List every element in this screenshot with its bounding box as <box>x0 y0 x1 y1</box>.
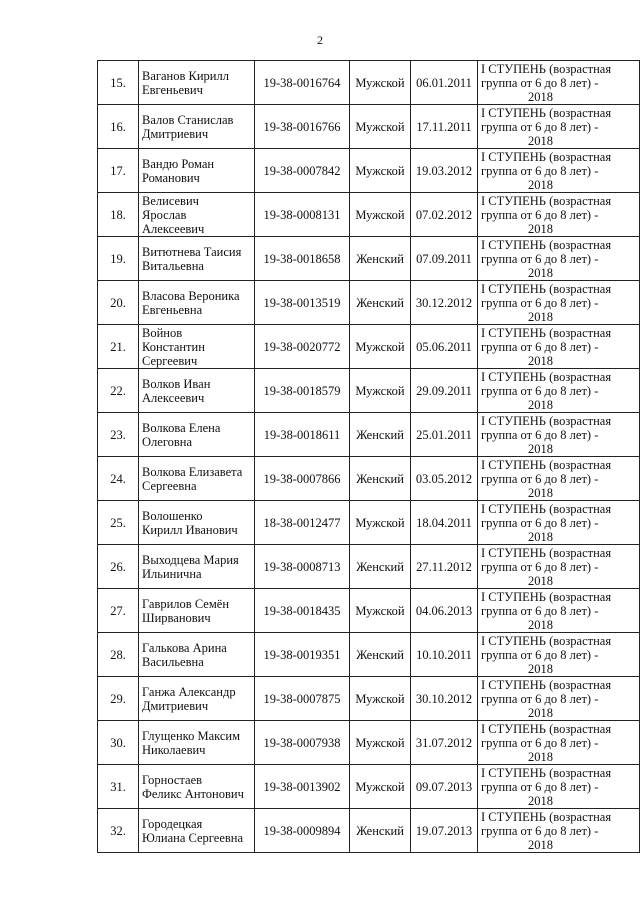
participant-name <box>139 589 255 633</box>
participant-name <box>139 237 255 281</box>
participant-gender: Мужской <box>350 369 411 413</box>
participant-name-line: Юлиана Сергеевна <box>142 830 244 845</box>
level-group-line: I СТУПЕНЬ (возрастная <box>481 589 612 604</box>
table-row <box>98 413 640 457</box>
participant-name-line: Войнов <box>142 325 183 340</box>
participant-name-line: Дмитриевич <box>142 126 209 141</box>
level-group-line: 2018 <box>528 617 553 632</box>
participant-name-line: Ганжа Александр <box>142 684 236 699</box>
row-number: 15. <box>98 61 139 105</box>
row-number: 20. <box>98 281 139 325</box>
level-group-line: группа от 6 до 8 лет) - <box>481 163 599 178</box>
participant-id: 19-38-0019351 <box>255 633 350 677</box>
participant-id: 19-38-0007842 <box>255 149 350 193</box>
birth-date: 05.06.2011 <box>411 325 478 369</box>
page-number: 2 <box>317 33 323 47</box>
level-group-line: группа от 6 до 8 лет) - <box>481 251 599 266</box>
participant-gender: Мужской <box>350 765 411 809</box>
participant-name <box>139 193 255 237</box>
birth-date: 25.01.2011 <box>411 413 478 457</box>
level-group-line: 2018 <box>528 485 553 500</box>
participant-id: 19-38-0013902 <box>255 765 350 809</box>
level-group <box>478 237 640 281</box>
level-group-line: I СТУПЕНЬ (возрастная <box>481 149 612 164</box>
level-group-line: 2018 <box>528 529 553 544</box>
participant-name-line: Гаврилов Семён <box>142 596 230 611</box>
participant-name <box>139 809 255 853</box>
participant-gender: Мужской <box>350 105 411 149</box>
row-number: 25. <box>98 501 139 545</box>
table-row <box>98 193 640 237</box>
participant-name-line: Алексеевич <box>142 390 205 405</box>
level-group-line: 2018 <box>528 309 553 324</box>
participant-name-line: Евгеньевич <box>142 82 203 97</box>
level-group-line: группа от 6 до 8 лет) - <box>481 691 599 706</box>
participant-gender: Женский <box>350 413 411 457</box>
participant-name-line: Вандю Роман <box>142 156 215 171</box>
level-group-line: I СТУПЕНЬ (возрастная <box>481 765 612 780</box>
level-group-line: 2018 <box>528 705 553 720</box>
table-row <box>98 281 640 325</box>
participant-name-line: Волкова Елизавета <box>142 464 243 479</box>
participant-id: 19-38-0016766 <box>255 105 350 149</box>
table-row <box>98 809 640 853</box>
participant-name-line: Романович <box>142 170 200 185</box>
level-group-line: 2018 <box>528 177 553 192</box>
participant-gender: Женский <box>350 237 411 281</box>
birth-date: 29.09.2011 <box>411 369 478 413</box>
birth-date: 04.06.2013 <box>411 589 478 633</box>
participant-name <box>139 765 255 809</box>
participant-name <box>139 677 255 721</box>
level-group-line: I СТУПЕНЬ (возрастная <box>481 325 612 340</box>
level-group-line: 2018 <box>528 265 553 280</box>
birth-date: 19.07.2013 <box>411 809 478 853</box>
participant-name-line: Глущенко Максим <box>142 728 241 743</box>
level-group <box>478 193 640 237</box>
participant-name-line: Волкова Елена <box>142 420 221 435</box>
level-group-line: I СТУПЕНЬ (возрастная <box>481 61 612 76</box>
participant-gender: Мужской <box>350 501 411 545</box>
level-group <box>478 149 640 193</box>
level-group-line: группа от 6 до 8 лет) - <box>481 779 599 794</box>
participant-name-line: Ваганов Кирилл <box>142 68 229 83</box>
birth-date: 18.04.2011 <box>411 501 478 545</box>
level-group-line: группа от 6 до 8 лет) - <box>481 295 599 310</box>
level-group <box>478 765 640 809</box>
level-group-line: I СТУПЕНЬ (возрастная <box>481 633 612 648</box>
table-row <box>98 501 640 545</box>
participant-gender: Мужской <box>350 721 411 765</box>
participant-name <box>139 369 255 413</box>
participant-gender: Мужской <box>350 325 411 369</box>
row-number: 17. <box>98 149 139 193</box>
participant-name-line: Константин <box>142 339 205 354</box>
participant-name <box>139 281 255 325</box>
participant-gender: Женский <box>350 809 411 853</box>
participant-name <box>139 413 255 457</box>
level-group-line: группа от 6 до 8 лет) - <box>481 75 599 90</box>
participant-name-line: Ильинична <box>142 566 202 581</box>
participant-id: 19-38-0007875 <box>255 677 350 721</box>
level-group <box>478 325 640 369</box>
participant-name-line: Выходцева Мария <box>142 552 239 567</box>
participant-gender: Мужской <box>350 677 411 721</box>
level-group <box>478 545 640 589</box>
row-number: 30. <box>98 721 139 765</box>
participant-id: 19-38-0020772 <box>255 325 350 369</box>
table-row <box>98 61 640 105</box>
level-group-line: 2018 <box>528 397 553 412</box>
level-group <box>478 633 640 677</box>
level-group-line: I СТУПЕНЬ (возрастная <box>481 413 612 428</box>
table-row <box>98 149 640 193</box>
row-number: 21. <box>98 325 139 369</box>
level-group-line: I СТУПЕНЬ (возрастная <box>481 809 612 824</box>
birth-date: 07.09.2011 <box>411 237 478 281</box>
level-group-line: группа от 6 до 8 лет) - <box>481 647 599 662</box>
level-group <box>478 809 640 853</box>
participant-name <box>139 325 255 369</box>
participant-name <box>139 545 255 589</box>
participant-id: 19-38-0007938 <box>255 721 350 765</box>
level-group <box>478 413 640 457</box>
level-group <box>478 589 640 633</box>
participant-name-line: Сергеевич <box>142 353 198 368</box>
participant-gender: Женский <box>350 633 411 677</box>
birth-date: 27.11.2012 <box>411 545 478 589</box>
participant-name-line: Волков Иван <box>142 376 211 391</box>
participant-gender: Женский <box>350 281 411 325</box>
level-group-line: группа от 6 до 8 лет) - <box>481 559 599 574</box>
level-group-line: I СТУПЕНЬ (возрастная <box>481 193 612 208</box>
table-row <box>98 633 640 677</box>
participant-gender: Мужской <box>350 193 411 237</box>
row-number: 19. <box>98 237 139 281</box>
participant-name-line: Городецкая <box>142 816 203 831</box>
birth-date: 03.05.2012 <box>411 457 478 501</box>
participant-name-line: Алексеевич <box>142 221 205 236</box>
participant-name-line: Олеговна <box>142 434 193 449</box>
table-row <box>98 457 640 501</box>
participant-name-line: Дмитриевич <box>142 698 209 713</box>
participant-name-line: Кирилл Иванович <box>142 522 238 537</box>
participant-name-line: Евгеньевна <box>142 302 203 317</box>
level-group-line: 2018 <box>528 749 553 764</box>
level-group-line: I СТУПЕНЬ (возрастная <box>481 105 612 120</box>
row-number: 32. <box>98 809 139 853</box>
row-number: 29. <box>98 677 139 721</box>
participants-table <box>97 60 640 853</box>
participant-id: 19-38-0013519 <box>255 281 350 325</box>
participant-id: 19-38-0018658 <box>255 237 350 281</box>
participant-name-line: Ширванович <box>142 610 211 625</box>
level-group-line: группа от 6 до 8 лет) - <box>481 383 599 398</box>
level-group-line: группа от 6 до 8 лет) - <box>481 471 599 486</box>
row-number: 16. <box>98 105 139 149</box>
level-group <box>478 501 640 545</box>
level-group-line: группа от 6 до 8 лет) - <box>481 339 599 354</box>
row-number: 18. <box>98 193 139 237</box>
participant-gender: Мужской <box>350 61 411 105</box>
table-row <box>98 765 640 809</box>
participant-id: 19-38-0008713 <box>255 545 350 589</box>
level-group-line: 2018 <box>528 353 553 368</box>
participant-name-line: Власова Вероника <box>142 288 240 303</box>
participant-name-line: Волошенко <box>142 508 203 523</box>
table-row <box>98 545 640 589</box>
birth-date: 06.01.2011 <box>411 61 478 105</box>
participant-name-line: Сергеевна <box>142 478 197 493</box>
birth-date: 07.02.2012 <box>411 193 478 237</box>
participant-name-line: Галькова Арина <box>142 640 227 655</box>
participants-table-body <box>98 61 640 853</box>
level-group-line: 2018 <box>528 793 553 808</box>
participant-id: 19-38-0018611 <box>255 413 350 457</box>
participant-gender: Женский <box>350 457 411 501</box>
birth-date: 17.11.2011 <box>411 105 478 149</box>
level-group-line: 2018 <box>528 89 553 104</box>
level-group-line: группа от 6 до 8 лет) - <box>481 823 599 838</box>
table-row <box>98 721 640 765</box>
table-row <box>98 369 640 413</box>
level-group-line: I СТУПЕНЬ (возрастная <box>481 369 612 384</box>
level-group-line: 2018 <box>528 133 553 148</box>
level-group-line: 2018 <box>528 661 553 676</box>
level-group <box>478 105 640 149</box>
row-number: 28. <box>98 633 139 677</box>
participant-id: 19-38-0009894 <box>255 809 350 853</box>
level-group <box>478 721 640 765</box>
participant-name-line: Николаевич <box>142 742 206 757</box>
level-group-line: 2018 <box>528 441 553 456</box>
level-group <box>478 677 640 721</box>
level-group-line: I СТУПЕНЬ (возрастная <box>481 721 612 736</box>
level-group-line: группа от 6 до 8 лет) - <box>481 515 599 530</box>
birth-date: 19.03.2012 <box>411 149 478 193</box>
participant-name-line: Валов Станислав <box>142 112 234 127</box>
participant-name <box>139 61 255 105</box>
row-number: 22. <box>98 369 139 413</box>
participant-name <box>139 149 255 193</box>
birth-date: 31.07.2012 <box>411 721 478 765</box>
birth-date: 10.10.2011 <box>411 633 478 677</box>
table-row <box>98 237 640 281</box>
participant-id: 19-38-0008131 <box>255 193 350 237</box>
participant-name-line: Витальевна <box>142 258 204 273</box>
row-number: 31. <box>98 765 139 809</box>
level-group <box>478 457 640 501</box>
participant-name-line: Велисевич <box>142 193 199 208</box>
participant-id: 19-38-0018579 <box>255 369 350 413</box>
level-group-line: I СТУПЕНЬ (возрастная <box>481 457 612 472</box>
level-group-line: I СТУПЕНЬ (возрастная <box>481 677 612 692</box>
participant-id: 18-38-0012477 <box>255 501 350 545</box>
birth-date: 30.12.2012 <box>411 281 478 325</box>
level-group-line: 2018 <box>528 221 553 236</box>
birth-date: 09.07.2013 <box>411 765 478 809</box>
participant-name-line: Феликс Антонович <box>142 786 244 801</box>
level-group-line: группа от 6 до 8 лет) - <box>481 119 599 134</box>
participant-id: 19-38-0016764 <box>255 61 350 105</box>
level-group-line: 2018 <box>528 837 553 852</box>
table-row <box>98 589 640 633</box>
row-number: 23. <box>98 413 139 457</box>
table-row <box>98 105 640 149</box>
level-group-line: I СТУПЕНЬ (возрастная <box>481 545 612 560</box>
participant-name-line: Витютнева Таисия <box>142 244 242 259</box>
level-group-line: группа от 6 до 8 лет) - <box>481 207 599 222</box>
participant-name-line: Ярослав <box>142 207 187 222</box>
level-group-line: 2018 <box>528 573 553 588</box>
participant-id: 19-38-0007866 <box>255 457 350 501</box>
level-group <box>478 61 640 105</box>
level-group <box>478 369 640 413</box>
table-row <box>98 325 640 369</box>
participant-name <box>139 501 255 545</box>
row-number: 26. <box>98 545 139 589</box>
table-row <box>98 677 640 721</box>
level-group-line: I СТУПЕНЬ (возрастная <box>481 281 612 296</box>
level-group-line: I СТУПЕНЬ (возрастная <box>481 237 612 252</box>
row-number: 27. <box>98 589 139 633</box>
participant-name <box>139 105 255 149</box>
participant-gender: Мужской <box>350 149 411 193</box>
participant-gender: Женский <box>350 545 411 589</box>
level-group-line: группа от 6 до 8 лет) - <box>481 427 599 442</box>
level-group-line: I СТУПЕНЬ (возрастная <box>481 501 612 516</box>
participant-name <box>139 721 255 765</box>
participant-name <box>139 457 255 501</box>
participant-name <box>139 633 255 677</box>
participant-name-line: Васильевна <box>142 654 204 669</box>
level-group <box>478 281 640 325</box>
row-number: 24. <box>98 457 139 501</box>
participant-gender: Мужской <box>350 589 411 633</box>
level-group-line: группа от 6 до 8 лет) - <box>481 735 599 750</box>
level-group-line: группа от 6 до 8 лет) - <box>481 603 599 618</box>
participant-name-line: Горностаев <box>142 772 203 787</box>
birth-date: 30.10.2012 <box>411 677 478 721</box>
participant-id: 19-38-0018435 <box>255 589 350 633</box>
